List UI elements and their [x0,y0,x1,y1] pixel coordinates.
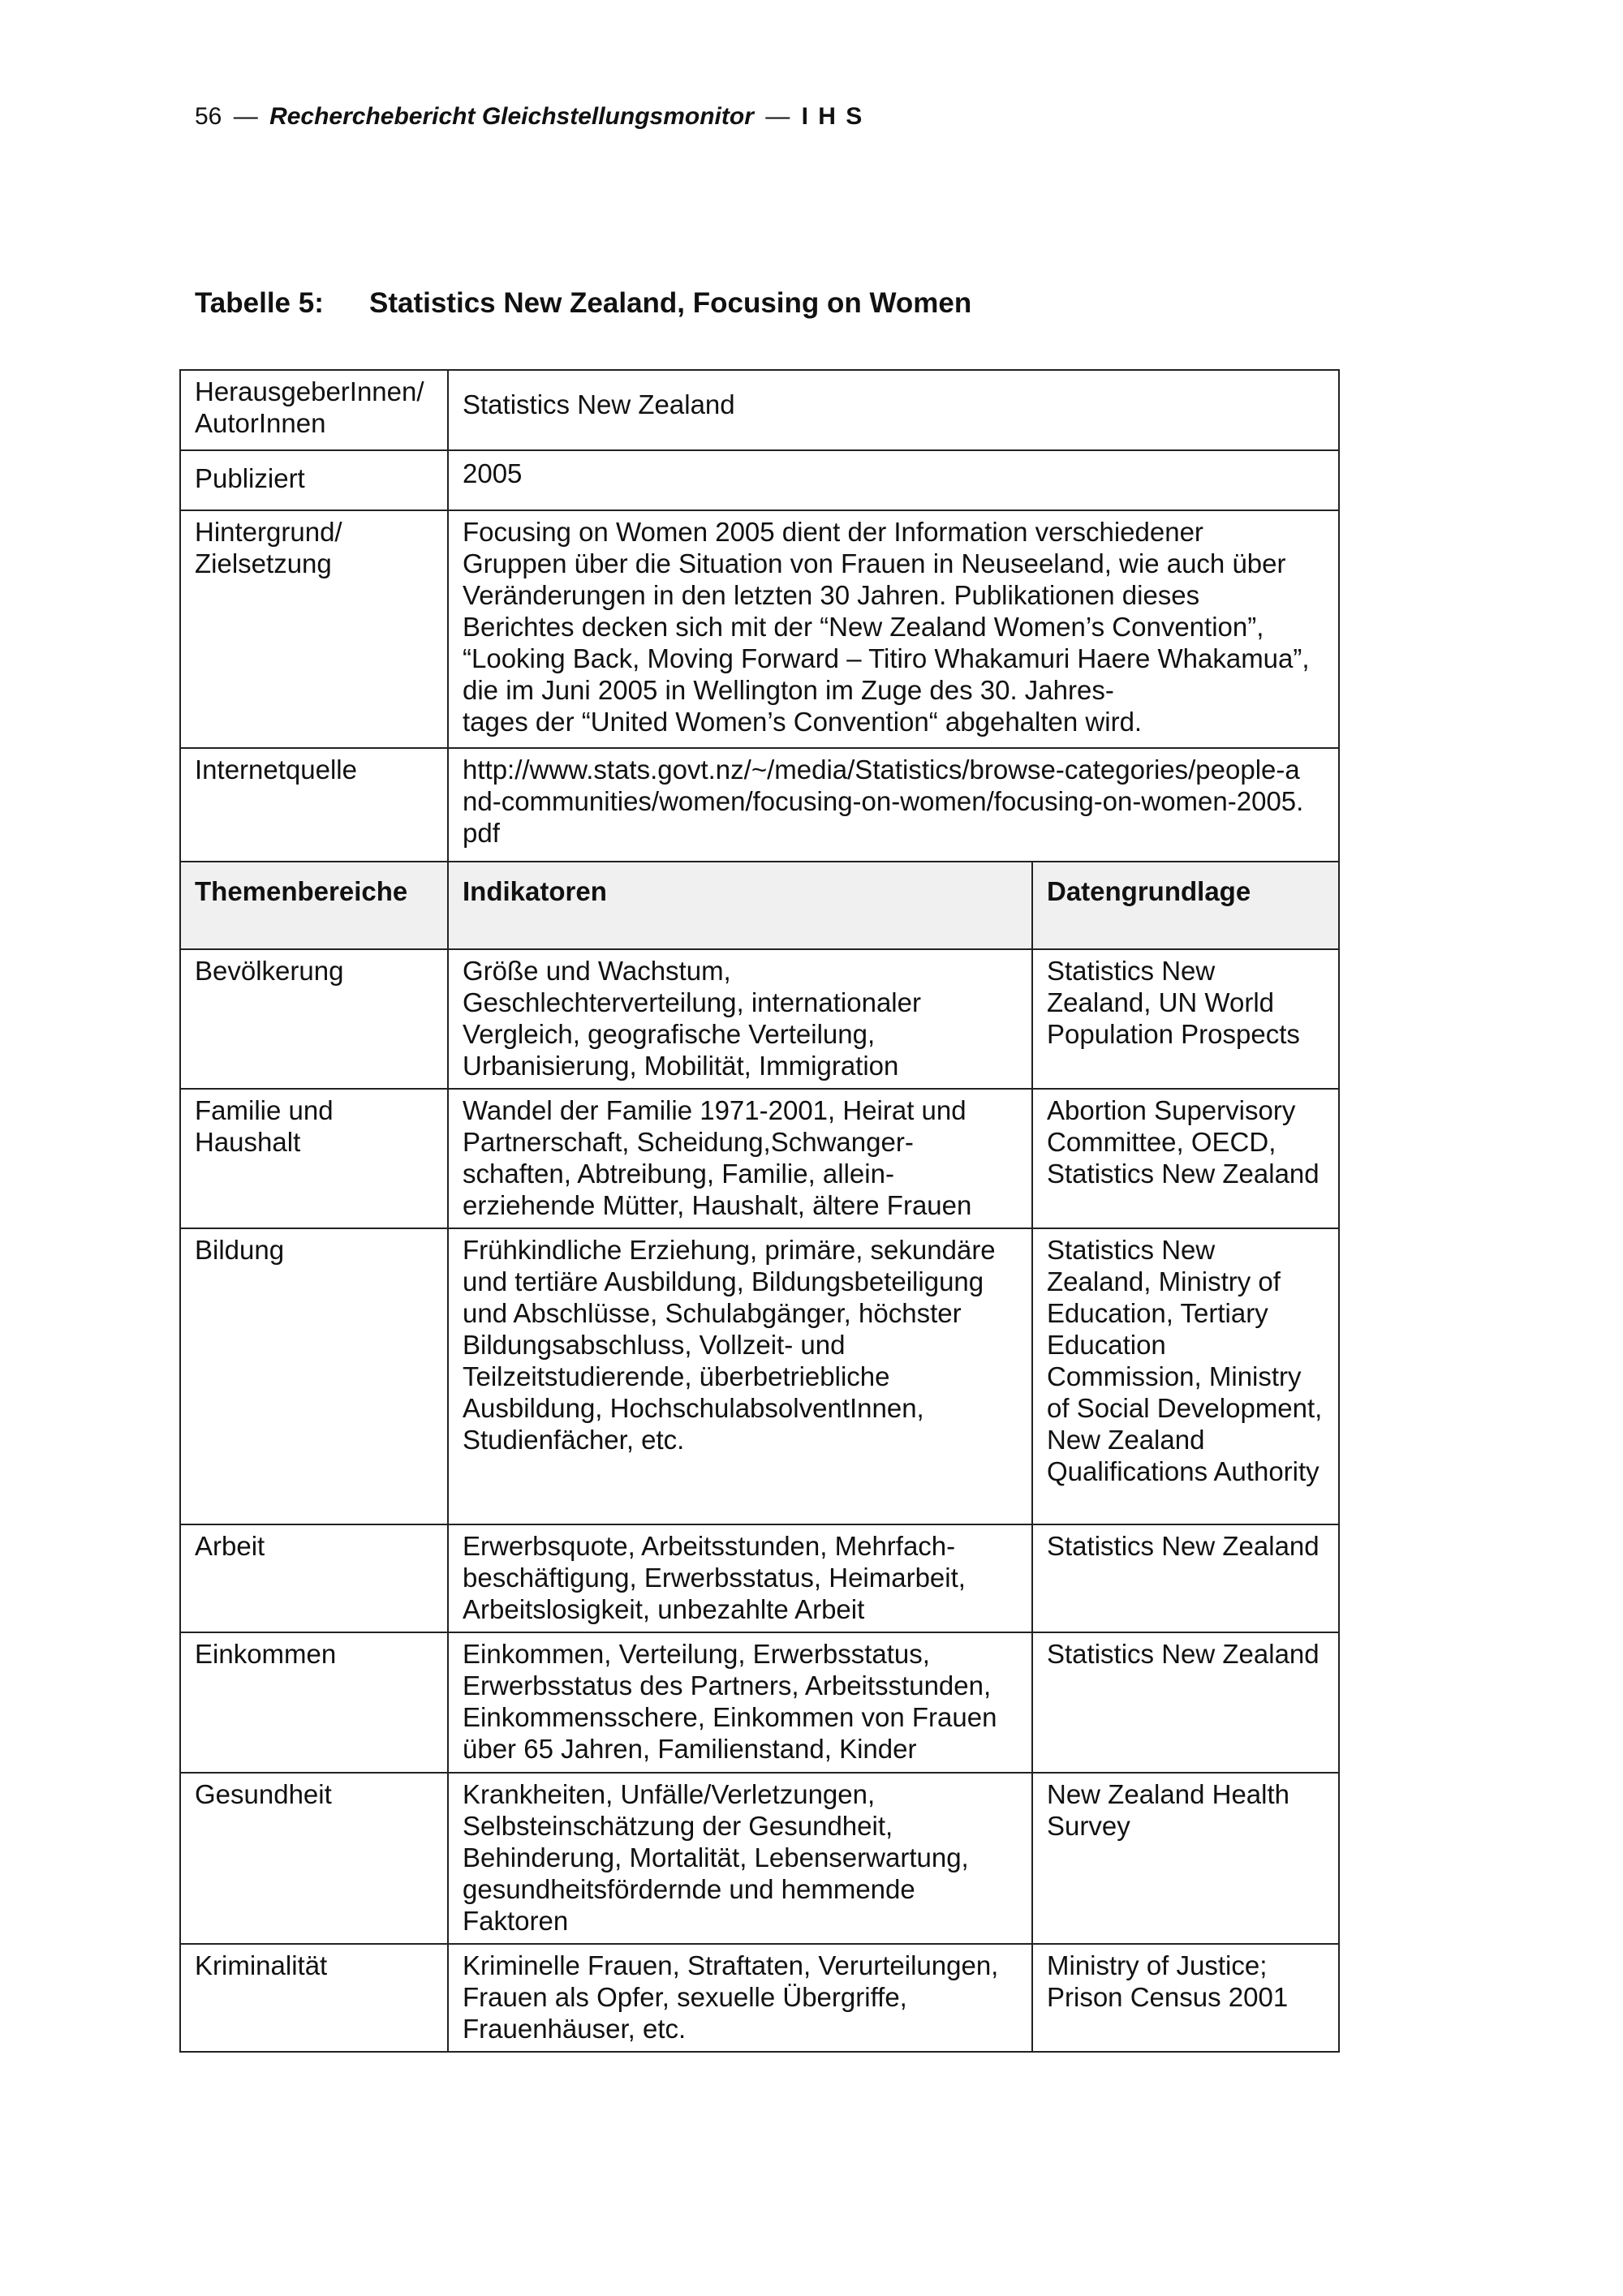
table-row [180,1944,1339,2052]
table-caption [195,286,971,321]
topic-cell: Familie und Haushalt [180,1089,448,1228]
indicators-cell: Krankheiten, Unfälle/Verletzungen, Selbsteinschätzung der Gesundheit, Behinderung, Mortalität, Lebenserwartung, gesundheitsfördernde und hemmende Faktoren [448,1773,1032,1944]
indicators-cell: Erwerbsquote, Arbeitsstunden, Mehrfach- beschäftigung, Erwerbsstatus, Heimarbeit, Arbeitslosigkeit, unbezahlte Arbeit [448,1524,1032,1632]
info-table [179,369,1340,2053]
source-cell: Statistics New Zealand, UN World Population Prospects [1032,949,1339,1089]
row-value: 2005 [448,450,1339,510]
column-header-data-source: Datengrundlage [1032,862,1339,949]
table-row [180,1228,1339,1524]
table-row [180,450,1339,510]
source-cell: Statistics New Zealand, Ministry of Education, Tertiary Education Commission, Ministry of Social Development, New Zealand Qualifications Authority [1032,1228,1339,1524]
table-row [180,748,1339,862]
table-caption-title: Statistics New Zealand, Focusing on Women [369,287,972,319]
row-label: Internetquelle [180,748,448,862]
source-cell: Statistics New Zealand [1032,1524,1339,1632]
source-cell: New Zealand Health Survey [1032,1773,1339,1944]
organization-name: I H S [801,103,864,130]
header-separator: — [765,103,790,130]
table-row [180,370,1339,450]
row-value: Focusing on Women 2005 dient der Information verschiedener Gruppen über die Situation von Frauen in Neuseeland, wie auch über Veränderungen in den letzten 30 Jahren. Publikationen dieses Berichtes decken sich mit der “New Zealand Women’s Convention”, “Looking Back, Moving Forward – Titiro Whakamuri Haere Whakamua”, die im Juni 2005 in Wellington im Zuge des 30. Jahres- tages der “United Women’s Convention“ abgehalten wird. [448,510,1339,748]
table-row [180,949,1339,1089]
topic-cell: Bildung [180,1228,448,1524]
column-header-topic: Themenbereiche [180,862,448,949]
row-label: HerausgeberInnen/ AutorInnen [180,370,448,450]
source-cell: Abortion Supervisory Committee, OECD, Statistics New Zealand [1032,1089,1339,1228]
indicators-cell: Frühkindliche Erziehung, primäre, sekundäre und tertiäre Ausbildung, Bildungsbeteiligung und Abschlüsse, Schulabgänger, höchster Bildungsabschluss, Vollzeit- und Teilzeitstudierende, überbetriebliche Ausbildung, HochschulabsolventInnen, Studienfächer, etc. [448,1228,1032,1524]
topic-cell: Bevölkerung [180,949,448,1089]
table-header-row [180,862,1339,949]
table-row [180,1524,1339,1632]
table-row [180,1089,1339,1228]
source-cell: Ministry of Justice; Prison Census 2001 [1032,1944,1339,2052]
topic-cell: Kriminalität [180,1944,448,2052]
table-caption-label: Tabelle 5: [195,287,324,319]
source-cell: Statistics New Zealand [1032,1632,1339,1773]
table-row [180,1773,1339,1944]
source-url: http://www.stats.govt.nz/~/media/Statistics/browse-categories/people-and-communities/women/focusing-on-women/focusing-on-women-2005.pdf [448,748,1339,862]
indicators-cell: Wandel der Familie 1971-2001, Heirat und Partnerschaft, Scheidung,Schwanger- schaften, Abtreibung, Familie, allein- erziehende Mütter, Haushalt, ältere Frauen [448,1089,1032,1228]
page-number: 56 [195,103,222,130]
running-header [195,101,863,133]
header-separator: — [233,103,258,130]
indicators-cell: Größe und Wachstum, Geschlechterverteilung, internationaler Vergleich, geografische Verteilung, Urbanisierung, Mobilität, Immigration [448,949,1032,1089]
column-header-indicators: Indikatoren [448,862,1032,949]
indicators-cell: Kriminelle Frauen, Straftaten, Verurteilungen, Frauen als Opfer, sexuelle Übergriffe, Frauenhäuser, etc. [448,1944,1032,2052]
topic-cell: Gesundheit [180,1773,448,1944]
topic-cell: Arbeit [180,1524,448,1632]
table-row [180,510,1339,748]
indicators-cell: Einkommen, Verteilung, Erwerbsstatus, Erwerbsstatus des Partners, Arbeitsstunden, Einkommensschere, Einkommen von Frauen über 65 Jahren, Familienstand, Kinder [448,1632,1032,1773]
report-title: Recherchebericht Gleichstellungsmonitor [269,103,754,130]
row-label: Hintergrund/ Zielsetzung [180,510,448,748]
row-value: Statistics New Zealand [448,370,1339,450]
table-row [180,1632,1339,1773]
topic-cell: Einkommen [180,1632,448,1773]
row-label: Publiziert [180,450,448,510]
